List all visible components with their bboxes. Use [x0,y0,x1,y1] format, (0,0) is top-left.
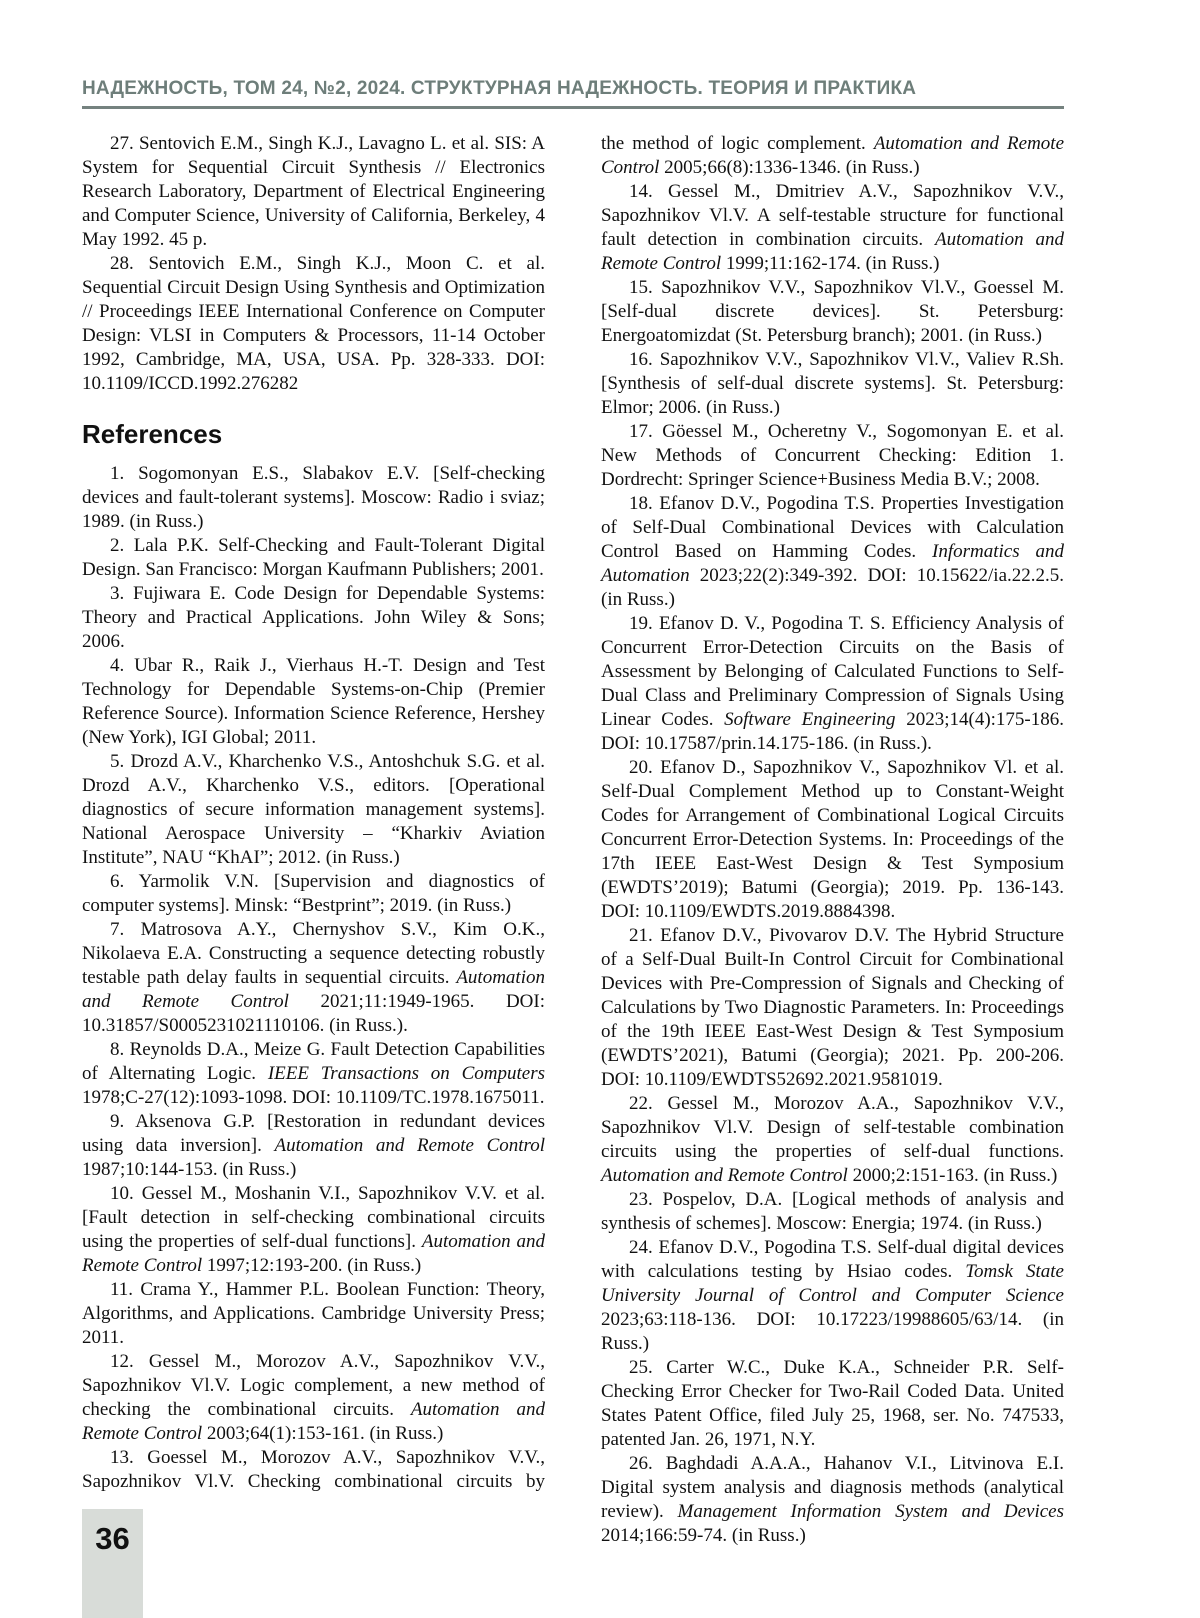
left-column-references [82,462,545,1494]
reference-text: 15. Sapozhnikov V.V., Sapozhnikov Vl.V., Goessel M. [Self-dual discrete devices]. St. Petersburg: Energoatomizdat (St. Petersburg branch); 2001. (in Russ.) [601,277,1064,346]
right-column-references [601,132,1064,1548]
reference-text: 17. Göessel M., Ocheretny V., Sogomonyan E. et al. New Methods of Concurrent Checking: Edition 1. Dordrecht: Springer Science+Business Media B.V.; 2008. [601,421,1064,490]
reference-item [601,420,1064,492]
reference-text: 2023;63:118-136. DOI: 10.17223/19988605/63/14. (in Russ.) [601,1309,1064,1354]
reference-text: 18. Efanov D.V., Pogodina T.S. Properties Investigation of Self-Dual Combinational Devices with Calculation Control Based on Hamming Codes. [601,493,1064,562]
reference-text: 19. Efanov D. V., Pogodina T. S. Efficiency Analysis of Concurrent Error-Detection Circuits on the Basis of Assessment by Belonging of Calculated Functions to Self-Dual Class and Preliminary Compression of Signals Using Linear Codes. [601,613,1064,730]
left-column [82,132,545,1548]
reference-item [82,582,545,654]
reference-text: 28. Sentovich E.M., Singh K.J., Moon C. et al. Sequential Circuit Design Using Synthesis and Optimization // Proceedings IEEE International Conference on Computer Design: VLSI in Computers & Processors, 11-14 October 1992, Cambridge, MA, USA, USA. Pp. 328-333. DOI: 10.1109/ICCD.1992.276282 [82,253,545,394]
reference-text: 11. Crama Y., Hammer P.L. Boolean Function: Theory, Algorithms, and Applications. Cambridge University Press; 2011. [82,1279,545,1348]
reference-journal-title: Automation and Remote Control [601,133,1064,178]
page-number: 36 [95,1521,130,1556]
reference-journal-title: Informatics and Automation [601,541,1064,586]
reference-item [82,870,545,918]
reference-text: 2000;2:151-163. (in Russ.) [847,1165,1058,1186]
reference-item [82,654,545,750]
reference-item [601,348,1064,420]
reference-item [82,1350,545,1446]
reference-journal-title: Automation and Remote Control [82,967,545,1012]
reference-item [601,1452,1064,1548]
reference-item [82,1110,545,1182]
reference-item [82,918,545,1038]
reference-text: 27. Sentovich E.M., Singh K.J., Lavagno L. et al. SIS: A System for Sequential Circuit Synthesis // Electronics Research Laboratory, Department of Electrical Engineering and Computer Science, University of California, Berkeley, 4 May 1992. 45 p. [82,133,545,250]
page-number-box [82,1509,143,1618]
reference-item [601,1092,1064,1188]
reference-text: 9. Aksenova G.P. [Restoration in redundant devices using data inversion]. [82,1111,545,1156]
reference-journal-title: Automation and Remote Control [601,229,1065,274]
reference-text: 23. Pospelov, D.A. [Logical methods of analysis and synthesis of schemes]. Moscow: Energia; 1974. (in Russ.) [601,1189,1064,1234]
reference-text: 1997;12:193-200. (in Russ.) [202,1255,422,1276]
reference-text: 2003;64(1):153-161. (in Russ.) [202,1423,444,1444]
reference-item [82,462,545,534]
reference-journal-title: Automation and Remote Control [82,1231,545,1276]
reference-text: 21. Efanov D.V., Pivovarov D.V. The Hybrid Structure of a Self-Dual Built-In Control Circuit for Combinational Devices with Pre-Compression of Signals and Checking of Calculations by Two Diagnostic Parameters. In: Proceedings of the 19th IEEE East-West Design & Test Symposium (EWDTS’2021), Batumi (Georgia); 2021. Pp. 200-206. DOI: 10.1109/EWDTS52692.2021.9581019. [601,925,1064,1090]
reference-journal-title: Automation and Remote Control [82,1399,545,1444]
reference-journal-title: Automation and Remote Control [601,1165,848,1186]
reference-item [82,1446,545,1494]
reference-text: the method of logic complement. [601,133,874,154]
reference-text: 26. Baghdadi A.A.A., Hahanov V.I., Litvinova E.I. Digital system analysis and diagnosis methods (analytical review). [601,1453,1064,1522]
reference-text: 14. Gessel M., Dmitriev A.V., Sapozhnikov V.V., Sapozhnikov Vl.V. A self-testable structure for functional fault detection in combination circuits. [601,181,1064,250]
reference-text: 8. Reynolds D.A., Meize G. Fault Detection Capabilities of Alternating Logic. [82,1039,545,1084]
reference-text: 2021;11:1949-1965. DOI: 10.31857/S0005231021110106. (in Russ.). [82,991,545,1036]
content-area [82,132,1064,1548]
reference-item [601,1236,1064,1356]
reference-text: 2. Lala P.K. Self-Checking and Fault-Tolerant Digital Design. San Francisco: Morgan Kaufmann Publishers; 2001. [82,535,545,580]
reference-item [601,1356,1064,1452]
reference-text: 6. Yarmolik V.N. [Supervision and diagnostics of computer systems]. Minsk: “Bestprint”; 2019. (in Russ.) [82,871,545,916]
reference-text: 20. Efanov D., Sapozhnikov V., Sapozhnikov Vl. et al. Self-Dual Complement Method up to Constant-Weight Codes for Arrangement of Combinational Logical Circuits Concurrent Error-Detection Systems. In: Proceedings of the 17th IEEE East-West Design & Test Symposium (EWDTS’2019); Batumi (Georgia); 2019. Pp. 136-143. DOI: 10.1109/EWDTS.2019.8884398. [601,757,1064,922]
reference-item [601,612,1064,756]
reference-journal-title: Management Information System and Devices [677,1501,1064,1522]
reference-text: 3. Fujiwara E. Code Design for Dependable Systems: Theory and Practical Applications. John Wiley & Sons; 2006. [82,583,545,652]
reference-text: 1999;11:162-174. (in Russ.) [721,253,940,274]
left-column-pre-references [82,132,545,396]
reference-item [82,534,545,582]
reference-item [82,1038,545,1110]
reference-item [82,1182,545,1278]
reference-item [82,750,545,870]
reference-text: 25. Carter W.C., Duke K.A., Schneider P.R. Self-Checking Error Checker for Two-Rail Coded Data. United States Patent Office, filed July 25, 1968, ser. No. 747533, patented Jan. 26, 1971, N.Y. [601,1357,1064,1450]
reference-item [601,132,1064,180]
reference-journal-title: Tomsk State University Journal of Control and Computer Science [601,1261,1064,1306]
reference-item [601,1188,1064,1236]
reference-item [82,132,545,252]
reference-text: 1978;C-27(12):1093-1098. DOI: 10.1109/TC.1978.1675011. [82,1087,545,1108]
reference-text: 2023;22(2):349-392. DOI: 10.15622/ia.22.2.5. (in Russ.) [601,565,1064,610]
references-heading: References [82,419,223,449]
reference-journal-title: Automation and Remote Control [274,1135,546,1156]
reference-text: 10. Gessel M., Moshanin V.I., Sapozhnikov V.V. et al. [Fault detection in self-checking combinational circuits using the properties of self-dual functions]. [82,1183,545,1252]
reference-text: 2014;166:59-74. (in Russ.) [601,1525,806,1546]
reference-journal-title: IEEE Transactions on Computers [267,1063,545,1084]
reference-text: 16. Sapozhnikov V.V., Sapozhnikov Vl.V., Valiev R.Sh. [Synthesis of self-dual discrete systems]. St. Petersburg: Elmor; 2006. (in Russ.) [601,349,1064,418]
reference-text: 12. Gessel M., Morozov A.V., Sapozhnikov V.V., Sapozhnikov Vl.V. Logic complement, a new method of checking the combinational circuits. [82,1351,545,1420]
reference-journal-title: Software Engineering [724,709,896,730]
right-column [601,132,1064,1548]
reference-item [601,180,1064,276]
reference-text: 4. Ubar R., Raik J., Vierhaus H.-T. Design and Test Technology for Dependable Systems-on-Chip (Premier Reference Source). Information Science Reference, Hershey (New York), IGI Global; 2011. [82,655,545,748]
journal-header-title: НАДЕЖНОСТЬ, ТОМ 24, №2, 2024. СТРУКТУРНАЯ НАДЕЖНОСТЬ. ТЕОРИЯ И ПРАКТИКА [82,78,917,99]
reference-text: 2005;66(8):1336-1346. (in Russ.) [659,157,920,178]
reference-text: 1987;10:144-153. (in Russ.) [82,1159,297,1180]
reference-text: 24. Efanov D.V., Pogodina T.S. Self-dual digital devices with calculations testing by Hsiao codes. [601,1237,1064,1282]
reference-text: 13. Goessel M., Morozov A.V., Sapozhnikov V.V., Sapozhnikov Vl.V. Checking combinational circuits by [82,1447,545,1492]
header-rule [82,106,1064,109]
reference-text: 1. Sogomonyan E.S., Slabakov E.V. [Self-checking devices and fault-tolerant systems]. Moscow: Radio i sviaz; 1989. (in Russ.) [82,463,545,532]
reference-text: 5. Drozd A.V., Kharchenko V.S., Antoshchuk S.G. et al. Drozd A.V., Kharchenko V.S., editors. [Operational diagnostics of secure information management systems]. National Aerospace University – “Kharkiv Aviation Institute”, NAU “KhAI”; 2012. (in Russ.) [82,751,545,868]
reference-item [601,756,1064,924]
reference-text: 22. Gessel M., Morozov A.A., Sapozhnikov V.V., Sapozhnikov Vl.V. Design of self-testable combination circuits using the properties of self-dual functions. [601,1093,1064,1162]
reference-item [601,276,1064,348]
running-head [82,78,1064,109]
reference-text: 7. Matrosova A.Y., Chernyshov S.V., Kim O.K., Nikolaeva E.A. Constructing a sequence detecting robustly testable path delay faults in sequential circuits. [82,919,545,988]
reference-item [601,492,1064,612]
reference-item [82,252,545,396]
reference-item [601,924,1064,1092]
reference-text: 2023;14(4):175-186. DOI: 10.17587/prin.14.175-186. (in Russ.). [601,709,1064,754]
reference-item [82,1278,545,1350]
